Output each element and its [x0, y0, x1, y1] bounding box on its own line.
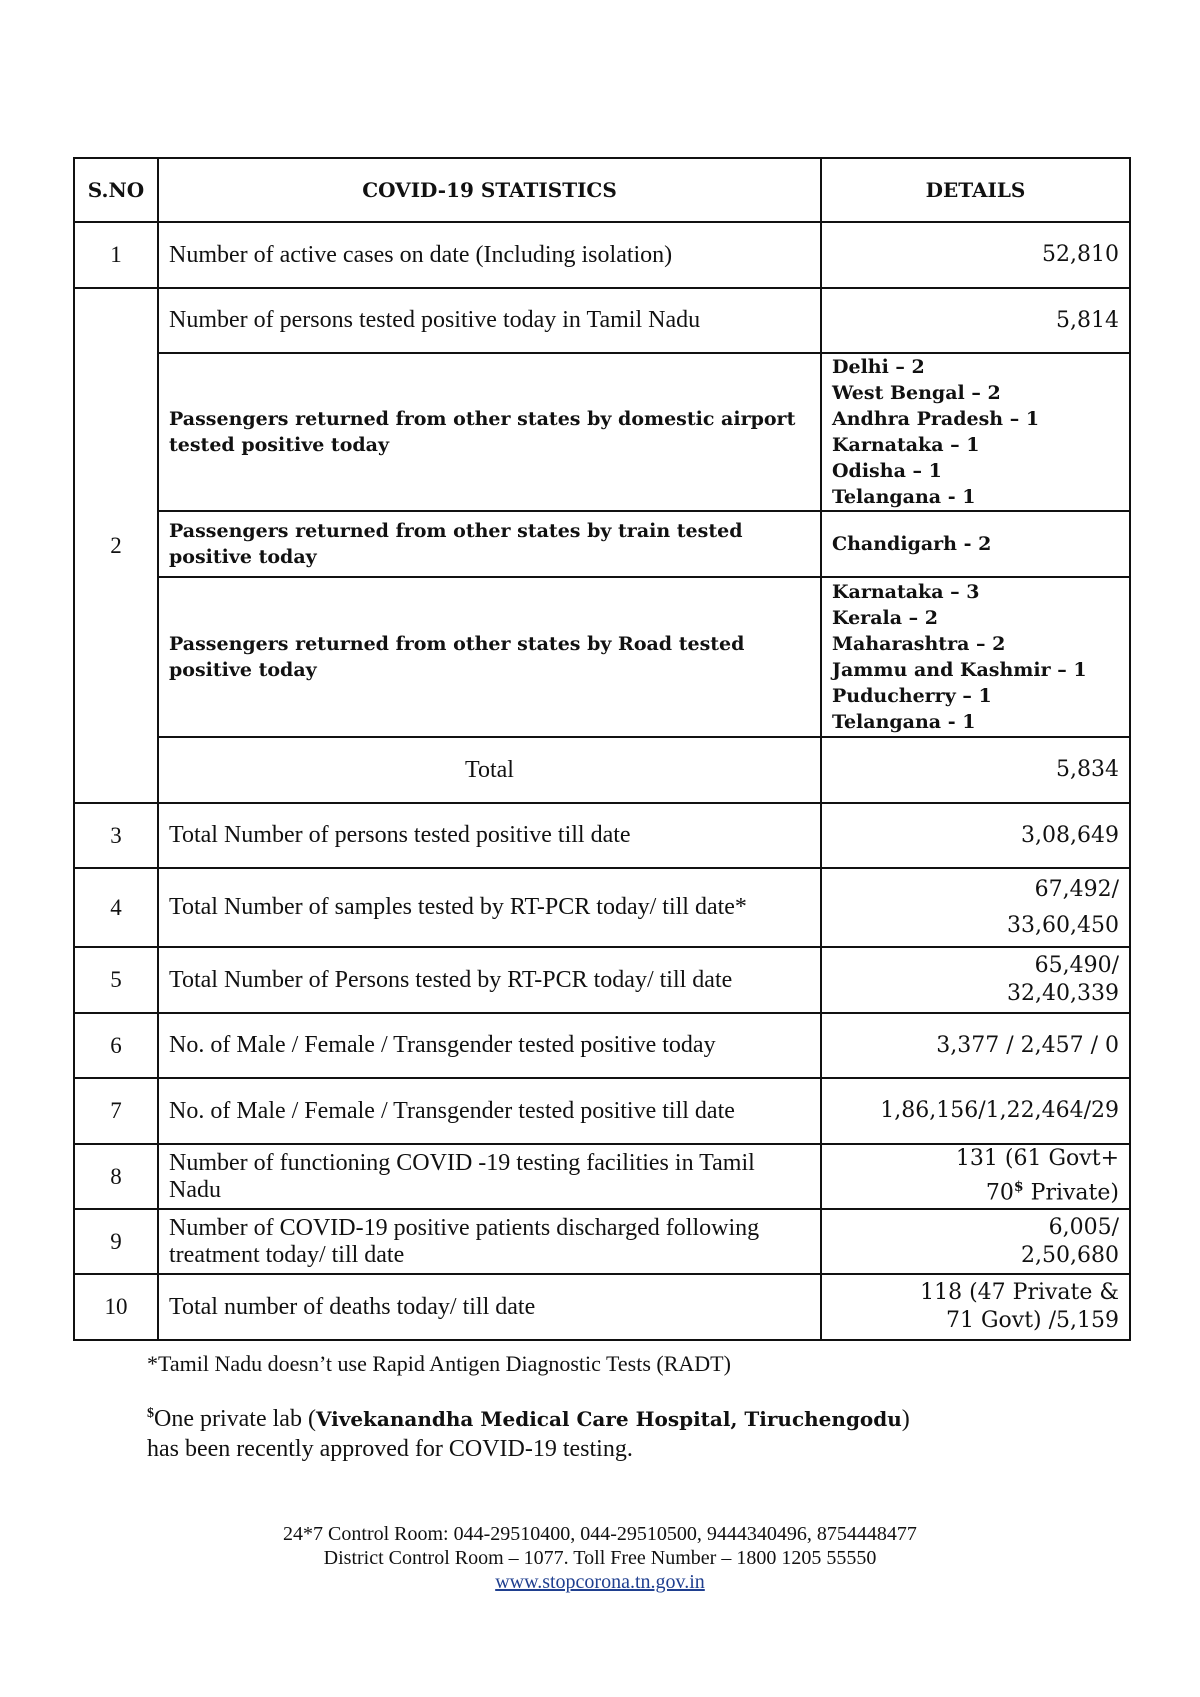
header-details: DETAILS — [821, 158, 1130, 222]
row-value — [821, 1144, 1130, 1209]
row-label: Passengers returned from other states by domestic airport tested positive today — [158, 353, 821, 511]
row-number: 7 — [74, 1078, 158, 1144]
row-label: Passengers returned from other states by train tested positive today — [158, 511, 821, 577]
table-subrow-road — [74, 577, 1130, 737]
header-sno: S.NO — [74, 158, 158, 222]
total-value: 5,834 — [821, 737, 1130, 803]
row-number: 2 — [74, 288, 158, 803]
row-label: No. of Male / Female / Transgender tested positive today — [158, 1013, 821, 1078]
table-row — [74, 222, 1130, 288]
footnote-marker: $ — [1013, 1179, 1024, 1196]
state-item: Maharashtra – 2 — [832, 633, 1006, 655]
state-item: Jammu and Kashmir – 1 — [832, 659, 1087, 681]
row-value — [821, 947, 1130, 1013]
row-value — [821, 1274, 1130, 1340]
table-row — [74, 1078, 1130, 1144]
value-till-date: 32,40,339 — [1007, 981, 1119, 1006]
row-label: Total Number of samples tested by RT-PCR today/ till date* — [158, 868, 821, 947]
table-row — [74, 1144, 1130, 1209]
footnote-radt: *Tamil Nadu doesn’t use Rapid Antigen Diagnostic Tests (RADT) — [147, 1351, 731, 1376]
value-today: 67,492/ — [1034, 876, 1119, 902]
row-number: 3 — [74, 803, 158, 868]
table-row — [74, 1209, 1130, 1274]
state-item: Karnataka – 3 — [832, 581, 980, 603]
covid-statistics-table — [73, 157, 1131, 1341]
row-label: Number of COVID-19 positive patients discharged following treatment today/ till date — [158, 1209, 821, 1274]
control-room-numbers: 24*7 Control Room: 044-29510400, 044-29510500, 9444340496, 8754448477 — [283, 1523, 917, 1545]
row-number: 8 — [74, 1144, 158, 1209]
state-list-road — [821, 577, 1130, 737]
row-label: Total Number of persons tested positive till date — [158, 803, 821, 868]
row-label: Number of functioning COVID -19 testing facilities in Tamil Nadu — [158, 1144, 821, 1209]
row-number: 5 — [74, 947, 158, 1013]
row-value: 5,814 — [821, 288, 1130, 353]
footnote-text: ) — [901, 1406, 910, 1432]
state-list-train — [821, 511, 1130, 577]
row-label: Total Number of Persons tested by RT-PCR today/ till date — [158, 947, 821, 1013]
value-till-date: 33,60,450 — [1007, 912, 1119, 938]
table-subrow-train — [74, 511, 1130, 577]
private-count: 70 — [985, 1180, 1014, 1206]
row-value — [821, 1209, 1130, 1274]
row-label: No. of Male / Female / Transgender tested positive till date — [158, 1078, 821, 1144]
district-control-room: District Control Room – 1077. Toll Free Number – 1800 1205 55550 — [323, 1547, 877, 1569]
total-label: Total — [158, 737, 821, 803]
footnote-private-lab — [147, 1399, 1127, 1464]
lab-name: Vivekanandha Medical Care Hospital, Tiruchengodu — [315, 1407, 902, 1431]
row-number: 6 — [74, 1013, 158, 1078]
state-item: Odisha – 1 — [832, 460, 942, 482]
row-number: 1 — [74, 222, 158, 288]
state-item: West Bengal – 2 — [832, 382, 1001, 404]
row-label: Total number of deaths today/ till date — [158, 1274, 821, 1340]
table-row — [74, 803, 1130, 868]
value-today: 118 (47 Private & — [920, 1280, 1119, 1305]
state-item: Kerala – 2 — [832, 607, 938, 629]
header-statistics: COVID-19 STATISTICS — [158, 158, 821, 222]
state-item: Telangana - 1 — [832, 711, 976, 733]
table-subrow-airport — [74, 353, 1130, 511]
table-row — [74, 868, 1130, 947]
row-value: 52,810 — [821, 222, 1130, 288]
state-item: Karnataka – 1 — [832, 434, 980, 456]
table-header-row — [74, 158, 1130, 222]
table-row — [74, 1013, 1130, 1078]
value-till-date: 2,50,680 — [1021, 1242, 1119, 1268]
state-item: Andhra Pradesh – 1 — [832, 408, 1040, 430]
row-value: 3,08,649 — [821, 803, 1130, 868]
table-row — [74, 1274, 1130, 1340]
table-row — [74, 947, 1130, 1013]
value-today: 6,005/ — [1048, 1214, 1119, 1240]
footnotes — [147, 1351, 1127, 1464]
state-item: Telangana - 1 — [832, 486, 976, 508]
row-number: 9 — [74, 1209, 158, 1274]
row-value: 1,86,156/1,22,464/29 — [821, 1078, 1130, 1144]
row-label: Passengers returned from other states by Road tested positive today — [158, 577, 821, 737]
value-private-facilities — [832, 1173, 1119, 1207]
table-row — [74, 288, 1130, 353]
state-list-airport — [821, 353, 1130, 511]
row-number: 10 — [74, 1274, 158, 1340]
state-item: Chandigarh - 2 — [832, 533, 992, 555]
footnote-text: One private lab ( — [154, 1406, 316, 1432]
value-till-date: 71 Govt) /5,159 — [945, 1308, 1119, 1333]
table-subrow-total — [74, 737, 1130, 803]
row-value — [821, 868, 1130, 947]
state-item: Delhi – 2 — [832, 356, 925, 378]
footnote-text: has been recently approved for COVID-19 testing. — [147, 1436, 633, 1462]
value-today: 65,490/ — [1034, 953, 1119, 978]
state-item: Puducherry – 1 — [832, 685, 992, 707]
row-label: Number of active cases on date (Including isolation) — [158, 222, 821, 288]
value-total-facilities: 131 (61 Govt+ — [955, 1146, 1119, 1172]
row-label: Number of persons tested positive today in Tamil Nadu — [158, 288, 821, 353]
footnote-marker: $ — [147, 1406, 154, 1421]
row-value: 3,377 / 2,457 / 0 — [821, 1013, 1130, 1078]
private-label: Private) — [1023, 1180, 1119, 1206]
website-link[interactable]: www.stopcorona.tn.gov.in — [495, 1571, 705, 1593]
row-number: 4 — [74, 868, 158, 947]
contact-footer — [0, 1522, 1200, 1594]
